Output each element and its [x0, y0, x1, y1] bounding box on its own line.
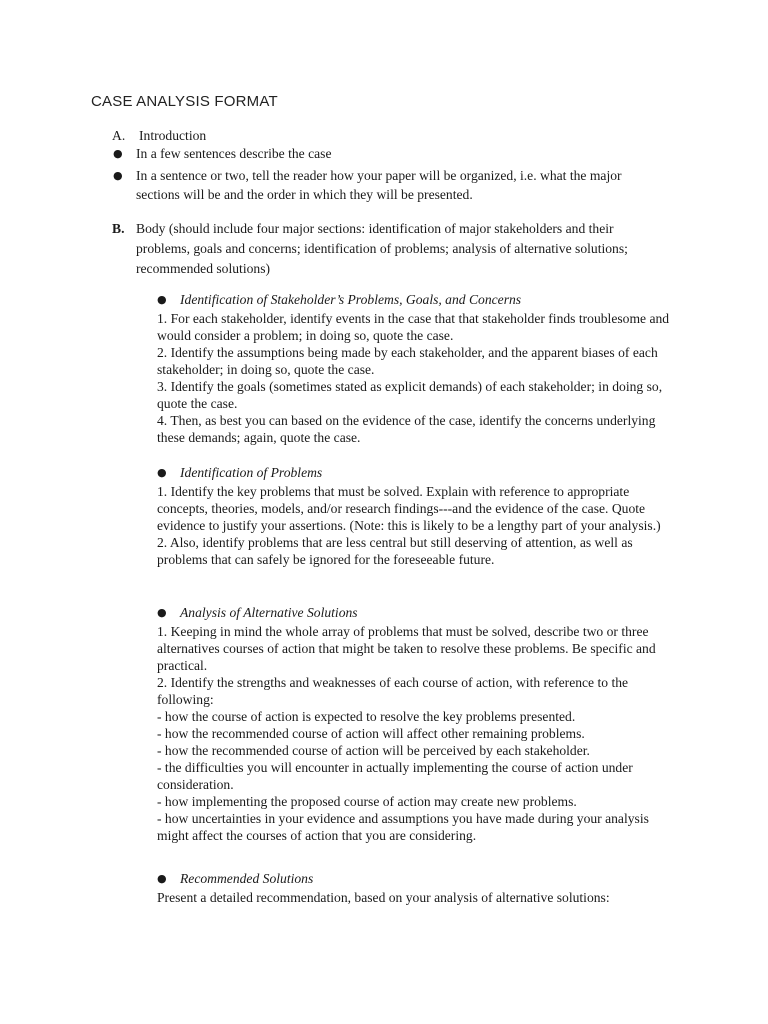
subsection-line: 1. Identify the key problems that must be solved. Explain with reference to appropriate concepts, theories, models, and/or research findings---and the evidence of the case. Quote evidence to justify your assertions. (Note: this is likely to be a lengthy part of your analysis.) — [157, 484, 661, 533]
subsection-line: 2. Identify the strengths and weaknesses of each course of action, with reference to the following: — [157, 675, 629, 707]
subsection-line: 2. Also, identify problems that are less central but still deserving of attention, as well as problems that can safely be ignored for the foreseeable future. — [157, 535, 633, 567]
section-a-bullet — [113, 145, 656, 162]
subsection-stakeholders — [157, 291, 677, 446]
subsection-problems — [157, 464, 677, 568]
section-b-label: B. — [112, 221, 125, 236]
subsection-alternatives — [157, 604, 677, 844]
bullet-icon: ● — [157, 872, 167, 885]
subsection-line: 3. Identify the goals (sometimes stated as explicit demands) of each stakeholder; in doing so, quote the case. — [157, 379, 663, 411]
subsection-line: 1. Keeping in mind the whole array of problems that must be solved, describe two or three alternatives courses of action that might be taken to resolve these problems. Be specific and practical. — [157, 624, 656, 673]
subsection-recommended — [157, 870, 677, 906]
subsection-line: - how uncertainties in your evidence and assumptions you have made during your analysis might affect the courses of action that you are considering. — [157, 811, 649, 843]
bullet-text: In a few sentences describe the case — [136, 146, 332, 161]
subsection-heading-text: Recommended Solutions — [180, 871, 314, 886]
subsection-heading — [157, 291, 677, 308]
bullet-icon: ● — [157, 606, 167, 619]
bullet-icon: ● — [157, 466, 167, 479]
section-b-intro: Body (should include four major sections: identification of major stakeholders and their problems, goals and concerns; identification of problems; analysis of alternative solutions; recommended solutions) — [136, 221, 628, 276]
subsection-line: 2. Identify the assumptions being made by each stakeholder, and the apparent biases of each stakeholder; in doing so, quote the case. — [157, 345, 658, 377]
subsection-heading-text: Analysis of Alternative Solutions — [180, 605, 358, 620]
subsection-line: - the difficulties you will encounter in actually implementing the course of action under consideration. — [157, 760, 633, 792]
section-a-heading — [112, 127, 206, 144]
subsection-heading — [157, 604, 677, 621]
subsection-line: - how the recommended course of action will be perceived by each stakeholder. — [157, 743, 590, 758]
subsection-heading — [157, 870, 677, 887]
subsection-line: - how implementing the proposed course of action may create new problems. — [157, 794, 577, 809]
document-title: CASE ANALYSIS FORMAT — [91, 93, 278, 110]
subsection-line: 1. For each stakeholder, identify events in the case that that stakeholder finds troublesome and would consider a problem; in doing so, quote the case. — [157, 311, 670, 343]
subsection-heading-text: Identification of Problems — [180, 465, 323, 480]
bullet-text: In a sentence or two, tell the reader how your paper will be organized, i.e. what the major sections will be and the order in which they will be presented. — [136, 168, 622, 202]
subsection-line: - how the course of action is expected to resolve the key problems presented. — [157, 709, 576, 724]
section-a-title: Introduction — [139, 128, 207, 143]
subsection-line: 4. Then, as best you can based on the evidence of the case, identify the concerns underlying these demands; again, quote the case. — [157, 413, 656, 445]
subsection-heading — [157, 464, 677, 481]
subsection-heading-text: Identification of Stakeholder’s Problems, Goals, and Concerns — [180, 292, 522, 307]
subsection-line: Present a detailed recommendation, based on your analysis of alternative solutions: — [157, 890, 610, 905]
section-a-label: A. — [112, 128, 126, 143]
section-a-bullet — [113, 166, 656, 204]
bullet-icon: ● — [113, 147, 123, 160]
bullet-icon: ● — [113, 169, 123, 182]
subsection-line: - how the recommended course of action will affect other remaining problems. — [157, 726, 585, 741]
bullet-icon: ● — [157, 293, 167, 306]
